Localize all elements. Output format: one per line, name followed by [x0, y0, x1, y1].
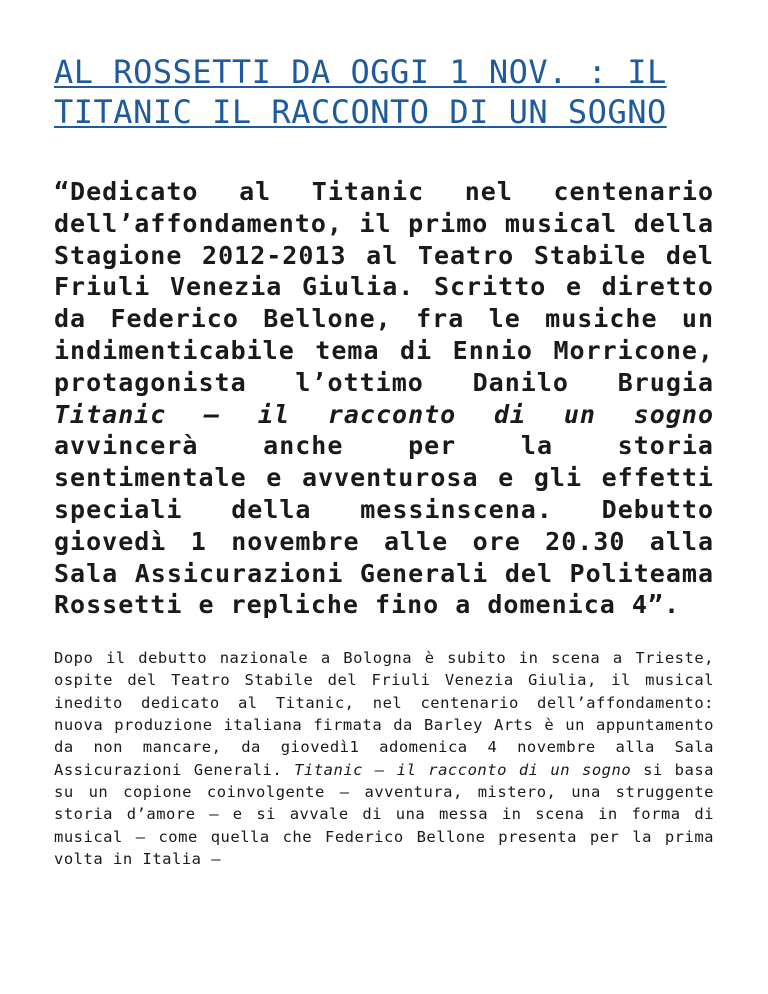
- lead-text-2: avvincerà anche per la storia sentimentale e avventurosa e gli effetti speciali della messinscena. Debutto giovedì 1 novembre alle ore 20.30 alla Sala Assicurazioni Generali del Politeama Rossetti e repliche fino a domenica 4”.: [54, 431, 714, 620]
- article-title: [54, 52, 714, 132]
- body-show-title: Titanic – il racconto di un sogno: [294, 760, 632, 779]
- article-lead: [54, 176, 714, 621]
- article-body: [54, 647, 714, 870]
- body-text-1: Dopo il debutto nazionale a Bologna è subito in scena a Trieste, ospite del Teatro Stabile del Friuli Venezia Giulia, il musical inedito dedicato al Titanic, nel centenario dell’affondamento: nuova produzione italiana firmata da Barley Arts è un appuntamento da non mancare, da giovedì1 adomenica 4 novembre alla Sala Assicurazioni Generali.: [54, 649, 714, 779]
- body-text-2: si basa su un copione coinvolgente – avventura, mistero, una struggente storia d’amore – e si avvale di una messa in scena in forma di musical – come quella che Federico Bellone presenta per la prima volta in Italia –: [54, 760, 715, 868]
- lead-text-1: “Dedicato al Titanic nel centenario dell’affondamento, il primo musical della Stagione 2012-2013 al Teatro Stabile del Friuli Venezia Giulia. Scritto e diretto da Federico Bellone, fra le musiche un indimenticabile tema di Ennio Morricone, protagonista l’ottimo Danilo Brugia: [54, 177, 714, 397]
- article-title-link[interactable]: AL ROSSETTI DA OGGI 1 NOV. : IL TITANIC IL RACCONTO DI UN SOGNO: [54, 53, 667, 131]
- lead-show-title: Titanic – il racconto di un sogno: [54, 399, 714, 429]
